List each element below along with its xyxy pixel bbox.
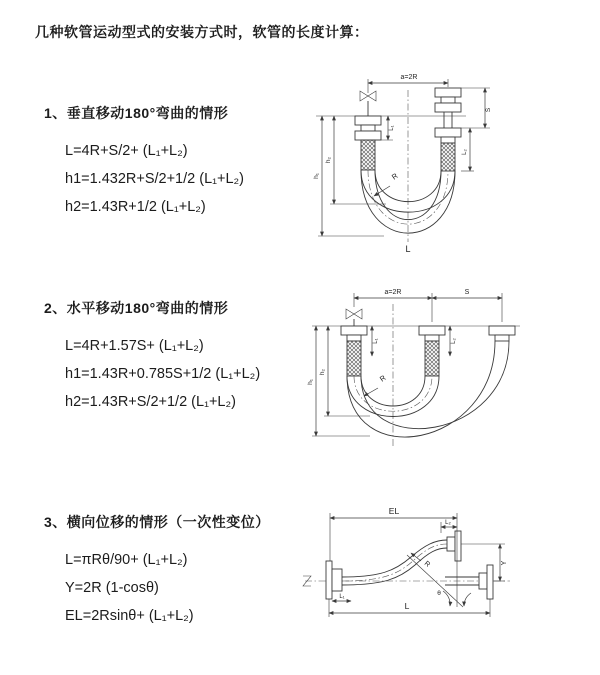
formula-length: L=4R+S/2+ (L₁+L₂) xyxy=(65,143,188,159)
dim-label-el: EL xyxy=(388,506,400,516)
dim-label-l2: L₂ xyxy=(451,338,457,344)
braided-hose-section xyxy=(441,143,455,171)
dim-label-a2r: a=2R xyxy=(400,74,418,81)
original-position-flange xyxy=(445,565,493,599)
diagram-vertical-180 xyxy=(312,64,592,260)
dim-label-l: L xyxy=(405,244,411,254)
dim-label-s: S xyxy=(464,289,470,296)
dim-label-h1: h₁ xyxy=(313,173,320,179)
formula-h2: h2=1.43R+S/2+1/2 (L₁+L₂) xyxy=(65,394,236,410)
middle-fitting xyxy=(419,326,445,376)
radius-label: R xyxy=(377,373,388,384)
displaced-flange xyxy=(447,531,461,561)
formula-y: Y=2R (1-cosθ) xyxy=(65,580,159,596)
valve-icon xyxy=(346,309,362,326)
dim-label-l2: L₂ xyxy=(462,149,468,155)
section-1 xyxy=(44,103,244,221)
page-title: 几种软管运动型式的安装方式时，软管的长度计算： xyxy=(35,24,369,40)
dim-label-s: S xyxy=(485,107,492,113)
section-2-heading: 2、水平移动180°弯曲的情形 xyxy=(44,300,229,316)
left-fitting xyxy=(341,326,367,376)
dim-label-y: Y xyxy=(501,560,508,566)
dim-label-h2: h₂ xyxy=(325,156,332,164)
radius-leader xyxy=(364,388,378,396)
braided-hose-section xyxy=(347,341,361,376)
section-1-heading: 1、垂直移动180°弯曲的情形 xyxy=(44,105,229,121)
braided-hose-section xyxy=(425,341,439,376)
diagram-lateral-displacement xyxy=(295,503,595,638)
formula-el: EL=2Rsinθ+ (L₁+L₂) xyxy=(65,608,194,624)
formula-h1: h1=1.432R+S/2+1/2 (L₁+L₂) xyxy=(65,171,245,187)
dim-label-l1: L₁ xyxy=(389,125,395,131)
formula-length: L=πRθ/90+ (L₁+L₂) xyxy=(65,552,188,568)
angle-arc xyxy=(464,593,471,606)
right-fitting-moved xyxy=(489,326,515,341)
valve-icon xyxy=(360,91,376,116)
hose-u-bend xyxy=(361,170,455,233)
dim-label-h1: h₁ xyxy=(307,379,314,385)
dim-label-a2r: a=2R xyxy=(384,289,402,296)
dim-label-l: L xyxy=(404,601,410,611)
formula-h1: h1=1.43R+0.785S+1/2 (L₁+L₂) xyxy=(65,366,261,382)
dim-label-h2: h₂ xyxy=(319,368,326,376)
angle-label-theta: θ xyxy=(437,590,441,597)
formula-length: L=4R+1.57S+ (L₁+L₂) xyxy=(65,338,204,354)
formula-h2: h2=1.43R+1/2 (L₁+L₂) xyxy=(65,199,206,215)
diagram-horizontal-180 xyxy=(308,278,600,468)
section-3 xyxy=(44,512,270,630)
radius-label: R xyxy=(422,560,432,569)
radius-label: R xyxy=(389,171,400,182)
braided-hose-section xyxy=(361,140,375,170)
dim-label-l1: L₁ xyxy=(373,338,379,344)
left-fitting xyxy=(355,116,381,170)
right-fitting-lower xyxy=(435,128,461,171)
dim-label-l1: L₁ xyxy=(339,594,345,600)
angle-arc xyxy=(443,591,450,606)
section-2 xyxy=(44,298,260,416)
right-fitting-upper xyxy=(435,88,461,128)
section-3-heading: 3、横向位移的情形（一次性变位） xyxy=(44,514,270,530)
dim-label-l2: L₂ xyxy=(445,520,451,526)
